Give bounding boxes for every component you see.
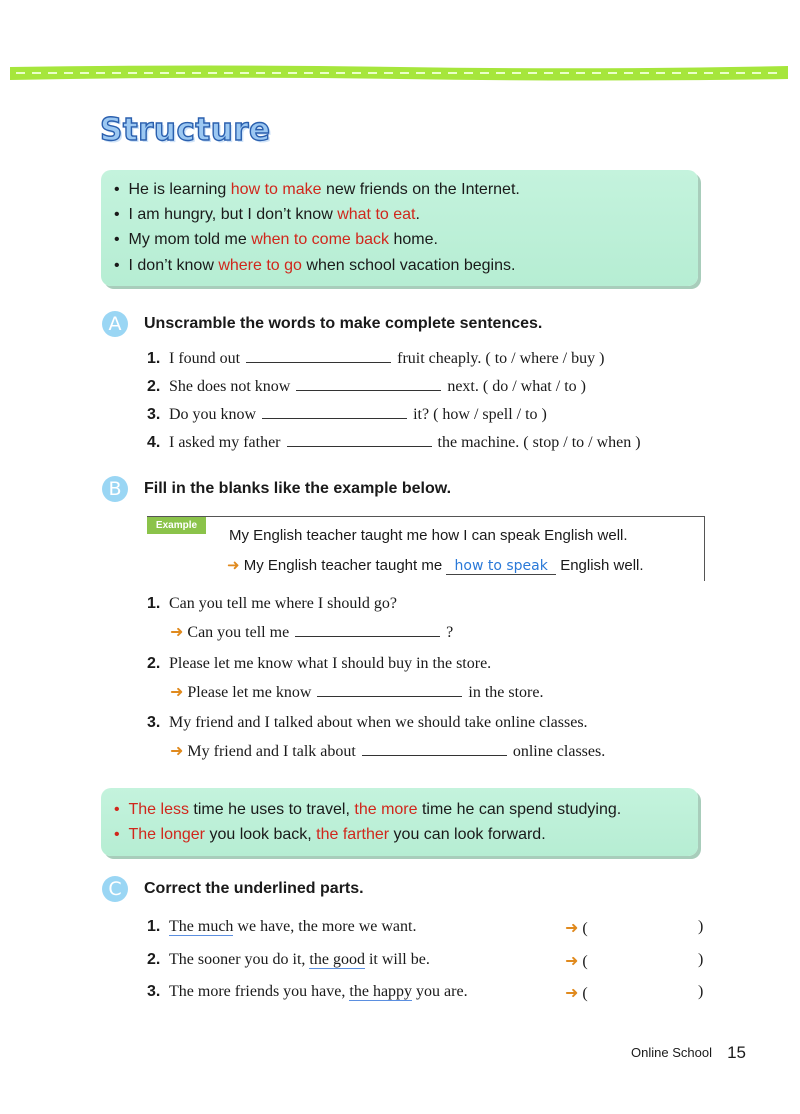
- bullet: •: [114, 257, 120, 274]
- text: He is learning: [128, 181, 231, 198]
- underlined-part: the good: [309, 951, 365, 968]
- example-answer: how to speak: [446, 558, 556, 575]
- text: it will be.: [364, 951, 430, 968]
- exercise-item: [147, 348, 604, 368]
- text: you look back,: [205, 826, 317, 843]
- close-paren: ): [698, 951, 704, 968]
- structure-line: [114, 205, 420, 225]
- page-number: 15: [727, 1043, 746, 1062]
- item-number: 1.: [147, 595, 161, 612]
- item-number: 2.: [147, 655, 161, 672]
- exercise-item: [147, 432, 641, 452]
- arrow-icon: ➜: [565, 983, 579, 1002]
- highlight: The longer: [128, 826, 205, 843]
- arrow-icon: ➜: [170, 622, 184, 641]
- text: you can look forward.: [389, 826, 546, 843]
- item-number: 4.: [147, 434, 161, 451]
- text: Can you tell me: [187, 624, 290, 641]
- underlined-part: the happy: [349, 983, 413, 1000]
- answer-blank[interactable]: [317, 682, 462, 697]
- answer-blank[interactable]: [262, 404, 407, 419]
- structure-line: [114, 180, 520, 200]
- section-instruction: Fill in the blanks like the example below.: [144, 480, 452, 497]
- structure-line: [114, 825, 546, 845]
- section-a-header: [102, 311, 542, 337]
- text: I don’t know: [128, 257, 219, 274]
- text: we have, the more we want.: [233, 918, 417, 935]
- bullet: •: [114, 181, 120, 198]
- text: I found out: [169, 350, 241, 367]
- text: My friend and I talked about when we should take online classes.: [169, 714, 588, 731]
- answer-blank[interactable]: [295, 622, 440, 637]
- text: next. ( do / what / to ): [447, 378, 586, 395]
- structure-line: [114, 800, 621, 820]
- example-answer-line: [227, 556, 644, 575]
- item-number: 2.: [147, 378, 161, 395]
- section-instruction: Correct the underlined parts.: [144, 880, 364, 897]
- footer-label: Online School: [631, 1045, 712, 1060]
- bullet: •: [114, 231, 120, 248]
- exercise-item: [147, 951, 430, 969]
- example-sentence: My English teacher taught me how I can speak English well.: [229, 527, 628, 544]
- text: it? ( how / spell / to ): [413, 406, 547, 423]
- section-badge-icon: C: [102, 876, 128, 902]
- structure-box-2: [101, 788, 698, 856]
- text: in the store.: [468, 684, 544, 701]
- answer-blank[interactable]: [287, 432, 432, 447]
- structure-box-1: [101, 170, 698, 286]
- text: new friends on the Internet.: [321, 181, 520, 198]
- highlight: the farther: [316, 826, 390, 843]
- exercise-item: [147, 918, 416, 936]
- text: I am hungry, but I don’t know: [128, 206, 338, 223]
- text: Please let me know what I should buy in the store.: [169, 655, 492, 672]
- item-number: 1.: [147, 350, 161, 367]
- highlight: the more: [354, 801, 418, 818]
- text: home.: [389, 231, 438, 248]
- arrow-icon: ➜: [227, 556, 240, 574]
- underlined-part: The much: [169, 918, 234, 935]
- section-c-header: [102, 876, 364, 902]
- text: My English teacher taught me: [243, 557, 443, 574]
- structure-line: [114, 230, 438, 250]
- text: The sooner you do it,: [169, 951, 310, 968]
- text: My friend and I talk about: [187, 743, 356, 760]
- text: Do you know: [169, 406, 257, 423]
- highlight: how to make: [230, 181, 322, 198]
- highlight: where to go: [218, 257, 302, 274]
- structure-line: [114, 256, 515, 276]
- arrow-icon: ➜: [170, 682, 184, 701]
- highlight: when to come back: [251, 231, 390, 248]
- item-number: 3.: [147, 983, 161, 1000]
- arrow-icon: ➜: [565, 951, 579, 970]
- text: online classes.: [512, 743, 606, 760]
- text: The more friends you have,: [169, 983, 350, 1000]
- answer-blank[interactable]: [296, 376, 441, 391]
- text: fruit cheaply. ( to / where / buy ): [397, 350, 605, 367]
- text: My mom told me: [128, 231, 252, 248]
- text: you are.: [412, 983, 468, 1000]
- open-paren: (: [582, 985, 588, 1002]
- exercise-answer-line: [170, 622, 453, 642]
- open-paren: (: [582, 953, 588, 970]
- item-number: 3.: [147, 714, 161, 731]
- arrow-icon: ➜: [170, 741, 184, 760]
- section-badge-icon: B: [102, 476, 128, 502]
- answer-blank[interactable]: [362, 741, 507, 756]
- top-decorative-band: [10, 63, 788, 83]
- text: .: [415, 206, 420, 223]
- answer-paren[interactable]: [565, 951, 588, 971]
- close-paren: ): [698, 918, 704, 935]
- text: Please let me know: [187, 684, 312, 701]
- exercise-item: [147, 376, 586, 396]
- text: English well.: [560, 557, 644, 574]
- text: time he can spend studying.: [417, 801, 622, 818]
- answer-paren[interactable]: [565, 918, 588, 938]
- exercise-answer-line: [170, 682, 543, 702]
- close-paren: ): [698, 983, 704, 1000]
- arrow-icon: ➜: [565, 918, 579, 937]
- text: She does not know: [169, 378, 291, 395]
- exercise-question: [147, 714, 588, 732]
- exercise-item: [147, 404, 547, 424]
- exercise-question: [147, 655, 491, 673]
- example-label: Example: [147, 517, 206, 534]
- text: Can you tell me where I should go?: [169, 595, 397, 612]
- exercise-question: [147, 595, 397, 613]
- bullet: •: [114, 826, 120, 843]
- text: when school vacation begins.: [301, 257, 516, 274]
- answer-blank[interactable]: [246, 348, 391, 363]
- bullet: •: [114, 206, 120, 223]
- text: the machine. ( stop / to / when ): [437, 434, 641, 451]
- page-title: Structure: [100, 112, 271, 148]
- item-number: 2.: [147, 951, 161, 968]
- answer-paren[interactable]: [565, 983, 588, 1003]
- bullet: •: [114, 801, 120, 818]
- open-paren: (: [582, 920, 588, 937]
- highlight: what to eat: [337, 206, 416, 223]
- example-box: [147, 516, 705, 581]
- exercise-answer-line: [170, 741, 605, 761]
- text: time he uses to travel,: [188, 801, 355, 818]
- exercise-item: [147, 983, 468, 1001]
- section-b-header: [102, 476, 451, 502]
- item-number: 3.: [147, 406, 161, 423]
- highlight: The less: [128, 801, 189, 818]
- section-badge-icon: A: [102, 311, 128, 337]
- text: ?: [446, 624, 454, 641]
- text: I asked my father: [169, 434, 281, 451]
- section-instruction: Unscramble the words to make complete sentences.: [144, 315, 543, 332]
- item-number: 1.: [147, 918, 161, 935]
